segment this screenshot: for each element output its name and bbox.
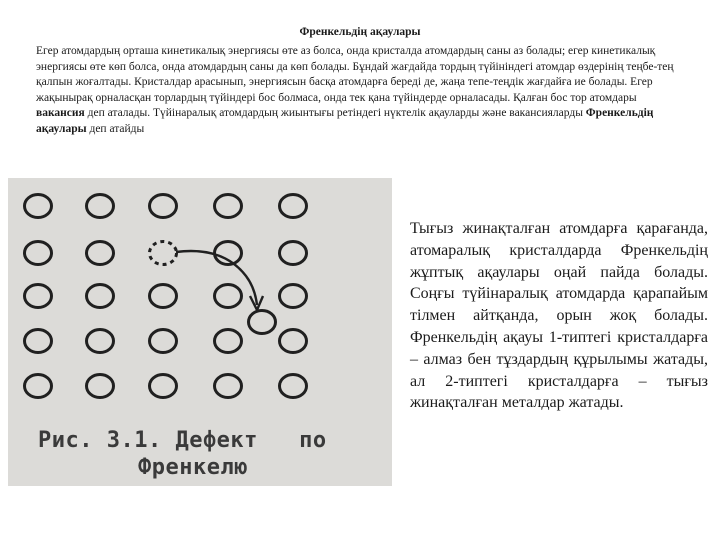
intro-paragraph <box>36 44 684 138</box>
side-description: Тығыз жинақталған атомдарға қарағанда, атомаралық кристалдарда Френкельдің жұптық ақаулары оңай пайда болады. Соңғы түйінаралық атомдарда қарапайым тілмен айтқанда, орын жоқ болады. Френкельдің ақауы 1-типтегі кристалдарға – алмаз бен тұздардың құрылымы жатады, ал 2-типтегі кристалдарға – тығыз жинақталған металдар жатады. <box>410 220 708 412</box>
paragraph-text-3: деп атайды <box>86 122 145 135</box>
term-vacancy: вакансия <box>36 107 85 120</box>
figure-caption-line2: Френкелю <box>138 455 248 480</box>
page-title: Френкельдің ақаулары <box>299 26 421 38</box>
frenkel-defect-figure <box>8 178 392 486</box>
paragraph-text-1: Егер атомдардың орташа кинетикалық энергиясы өте аз болса, онда кристалда атомдардың саны аз болады; егер кинетикалық энергиясы өте көп болса, онда атомдардың саны да көп болады. Бұндай жағдайда тордың түйініндегі атомдар өздерінің теңбе-тең қалпын жоғалтады. Кристалдар арасынып, энергиясын басқа атомдарға береді де, жаңа тепе-теңдік жағдайға ие болады. Егер жақынырақ орналасқан торлардың түйіндері бос болмаса, онда тек қана түйіндерде орналасады. Қалған бос тор атомдары <box>36 45 674 104</box>
figure-caption <box>38 428 392 480</box>
paragraph-text-2: деп аталады. Түйінаралық атомдардың жиынтығы ретіндегі нүктелік ақауларды және вакансияларды <box>84 107 583 120</box>
term-frenkel-defects: Френкельдің ақаулары <box>36 107 654 135</box>
figure-caption-line1: Рис. 3.1. Дефект по <box>38 428 327 453</box>
